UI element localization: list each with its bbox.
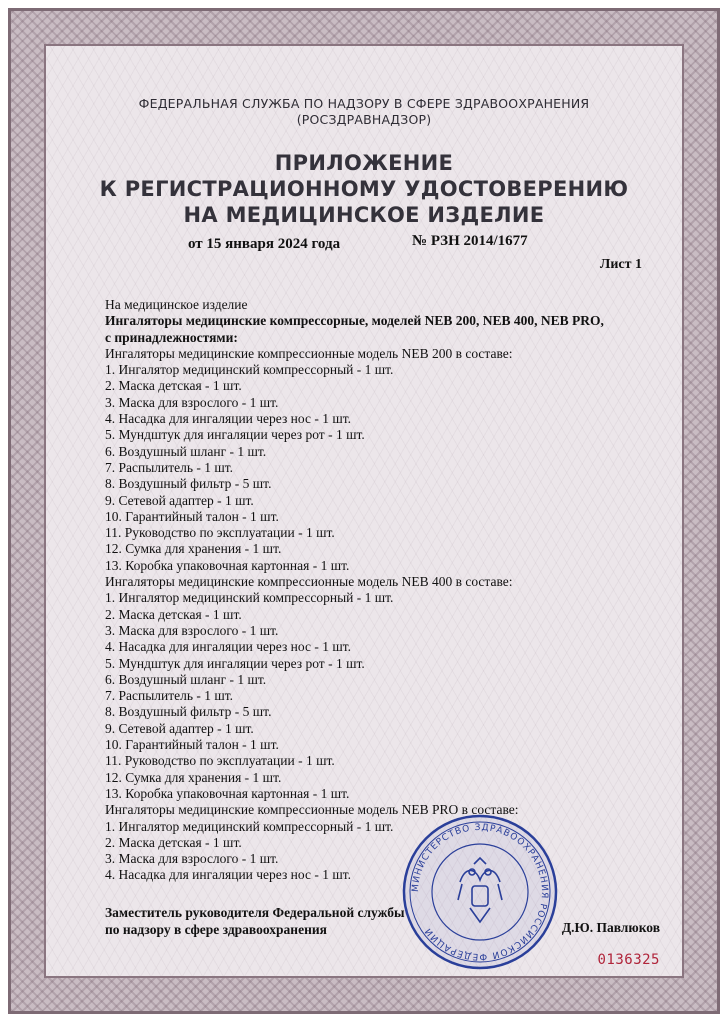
list-item: 5. Мундштук для ингаляции через рот - 1 шт. bbox=[105, 427, 365, 443]
signatory-name: Д.Ю. Павлюков bbox=[561, 920, 660, 935]
title-line-1: ПРИЛОЖЕНИЕ bbox=[274, 151, 454, 175]
list-item: 12. Сумка для хранения - 1 шт. bbox=[105, 541, 282, 557]
list-item: 2. Маска детская - 1 шт. bbox=[105, 606, 242, 622]
form-serial-number: 0136325 bbox=[597, 952, 660, 968]
list-item: 4. Насадка для ингаляции через нос - 1 шт. bbox=[105, 411, 351, 427]
agency-name: ФЕДЕРАЛЬНАЯ СЛУЖБА ПО НАДЗОРУ В СФЕРЕ ЗДРАВООХРАНЕНИЯ bbox=[138, 96, 590, 111]
list-item: 4. Насадка для ингаляции через нос - 1 шт. bbox=[105, 867, 351, 883]
list-item: 3. Маска для взрослого - 1 шт. bbox=[105, 851, 279, 867]
list-item: 9. Сетевой адаптер - 1 шт. bbox=[105, 720, 254, 736]
list-item: 3. Маска для взрослого - 1 шт. bbox=[105, 622, 279, 638]
document-date: от 15 января 2024 года bbox=[188, 236, 341, 252]
list-item: 5. Мундштук для ингаляции через рот - 1 шт. bbox=[105, 655, 365, 671]
agency-abbreviation: (РОСЗДРАВНАДЗОР) bbox=[296, 112, 432, 127]
list-item: 1. Ингалятор медицинский компрессорный - 1 шт. bbox=[105, 362, 394, 378]
official-seal-icon bbox=[400, 812, 560, 972]
seal-text: МИНИСТЕРСТВО ЗДРАВООХРАНЕНИЯ РОССИЙСКОЙ ФЕДЕРАЦИИ bbox=[410, 822, 550, 962]
position-line-1: Заместитель руководителя Федеральной службы bbox=[105, 905, 405, 920]
list-item: 11. Руководство по эксплуатации - 1 шт. bbox=[105, 525, 335, 541]
list-item: 10. Гарантийный талон - 1 шт. bbox=[105, 737, 279, 753]
intro-text: На медицинское изделие bbox=[105, 297, 248, 312]
list-item: 13. Коробка упаковочная картонная - 1 шт. bbox=[105, 557, 350, 573]
product-name-line-2: с принадлежностями: bbox=[105, 329, 238, 345]
list-item: 6. Воздушный шланг - 1 шт. bbox=[105, 443, 267, 459]
list-item: 12. Сумка для хранения - 1 шт. bbox=[105, 769, 282, 785]
position-line-2: по надзору в сфере здравоохранения bbox=[105, 922, 327, 937]
list-item: 13. Коробка упаковочная картонная - 1 шт. bbox=[105, 785, 350, 801]
list-item: 10. Гарантийный талон - 1 шт. bbox=[105, 508, 279, 524]
model-200-heading: Ингаляторы медицинские компрессионные модель NEB 200 в составе: bbox=[105, 345, 513, 361]
signatory-position bbox=[105, 904, 405, 938]
list-item: 2. Маска детская - 1 шт. bbox=[105, 378, 242, 394]
document-title bbox=[0, 150, 728, 228]
list-item: 3. Маска для взрослого - 1 шт. bbox=[105, 394, 279, 410]
list-item: 4. Насадка для ингаляции через нос - 1 шт. bbox=[105, 639, 351, 655]
document-body bbox=[105, 297, 665, 884]
list-item: 6. Воздушный шланг - 1 шт. bbox=[105, 671, 267, 687]
sheet-number: Лист 1 bbox=[599, 257, 642, 272]
list-item: 8. Воздушный фильтр - 5 шт. bbox=[105, 704, 272, 720]
list-item: 8. Воздушный фильтр - 5 шт. bbox=[105, 476, 272, 492]
model-400-heading: Ингаляторы медицинские компрессионные модель NEB 400 в составе: bbox=[105, 574, 513, 590]
list-item: 9. Сетевой адаптер - 1 шт. bbox=[105, 492, 254, 508]
list-item: 11. Руководство по эксплуатации - 1 шт. bbox=[105, 753, 335, 769]
list-item: 7. Распылитель - 1 шт. bbox=[105, 459, 234, 475]
list-item: 1. Ингалятор медицинский компрессорный - 1 шт. bbox=[105, 590, 394, 606]
list-item: 2. Маска детская - 1 шт. bbox=[105, 834, 242, 850]
model-pro-heading: Ингаляторы медицинские компрессионные модель NEB PRO в составе: bbox=[105, 802, 519, 818]
title-line-2: К РЕГИСТРАЦИОННОМУ УДОСТОВЕРЕНИЮ bbox=[99, 177, 629, 201]
list-item: 7. Распылитель - 1 шт. bbox=[105, 688, 234, 704]
title-line-3: НА МЕДИЦИНСКОЕ ИЗДЕЛИЕ bbox=[183, 203, 545, 227]
list-item: 1. Ингалятор медицинский компрессорный - 1 шт. bbox=[105, 818, 394, 834]
product-name-line-1: Ингаляторы медицинские компрессорные, моделей NEB 200, NEB 400, NEB PRO, bbox=[105, 313, 604, 329]
agency-header bbox=[0, 96, 728, 128]
registration-number: № РЗН 2014/1677 bbox=[412, 233, 528, 249]
